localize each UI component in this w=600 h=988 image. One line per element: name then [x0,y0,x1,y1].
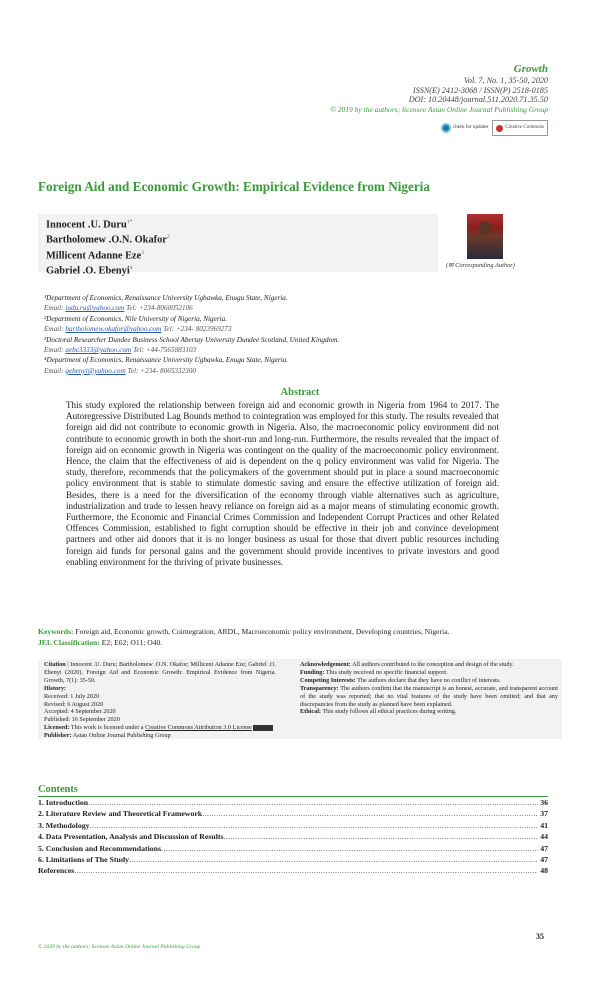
publisher-text: Asian Online Journal Publishing Group [71,732,171,740]
competing-text: The authors declare that they have no conflict of interests. [355,676,501,684]
crossmark-icon [441,123,451,133]
tel: Tel: +234- 8065332300 [125,366,196,375]
toc-title: 1. Introduction [38,798,89,807]
author-name: Gabriel .O. Ebenyi [46,265,130,277]
email-label: Email: [44,325,66,334]
check-for-updates-label: check for updates [452,125,489,131]
toc-leader [224,831,539,842]
contact-1 [44,303,339,313]
licensed-text: This work is licensed under a [69,724,146,732]
toc-item[interactable] [38,808,548,819]
toc-title: 4. Data Presentation, Analysis and Discussion of Results [38,832,224,842]
toc-leader [202,808,538,819]
toc-page: 41 [540,820,548,830]
author-photo [467,214,503,259]
doi-info[interactable]: DOI: 10.20448/journal.511.2020.71.35.50 [408,95,548,105]
keywords-line [38,627,558,638]
abstract-text: This study explored the relationship between foreign aid and economic growth in Nigeria from 1964 to 2017. The Autoregressive Distributed Lag Bounds method to cointegration was employed for this study. The results revealed that foreign aid did not contribute to economic growth in Nigeria. Also, the macroeconomic policy environment did not contribute to economic growth in both the short-run and long-run. Furthermore, the results revealed that the impact of foreign aid on economic growth in Nigeria was contingent on the quality of the macroeconomic policy environment. Hence, the claim that the effectiveness of aid is dependent on the q policy environment was valid for Nigeria. The study, therefore, recommends that the policymakers of the government should put in place a sound macroeconomic policy environment that is stable to stimulate domestic saving and ensure the effective utilization of foreign aid. Besides, there is a need for the diversification of the economy through viable alternatives such as agriculture, industrialization and trade to lessen heavy reliance on foreign aid as a major means of stimulating economic growth. Furthermore, the Economic and Financial Crimes Commission and Independent Corrupt Practices and other Related Offences Commission, established to fight corruption should be effective in their job and convince development partners and other aid donors that it is no longer business as usual for those that divert public resources including foreign aid funds for personal gains and the government should provide incentives to private investors and good enabling environment for the thriving of private businesses. [66,400,499,567]
table-of-contents [38,797,548,877]
ethical-text: This study follows all ethical practices during writing. [320,708,457,716]
transparency-text: The authors confirm that the manuscript is an honest, accurate, and transparent account of the study was reported; that no vital features of the study have been omitted; and that any discrepancies from the study as planned have been explained. [300,684,558,708]
toc-leader [161,843,538,854]
creative-commons-badge[interactable] [492,120,548,136]
revised-date: Revised: 6 August 2020 [44,700,104,708]
tel: Tel: +44-7565883103 [131,346,197,355]
email-link[interactable]: iudu.ru@yahoo.com [65,304,125,313]
citation-text: | Innocent .U. Duru; Bartholomew .O.N. Okafor; Millicent Adanne Eze; Gabriel .O. Ebenyi (2020). Foreign Aid and Economic Growth: Empirical Evidence from Nigeria. Growth, 7(1): 35-50. [44,661,276,684]
affiliation-2: ²Department of Economics, Nile University of Nigeria, Nigeria. [44,314,228,323]
journal-header [330,62,548,136]
tel: Tel: +234- 8023969273 [161,325,232,334]
contact-4 [44,366,339,376]
funding-label: Funding: [300,668,325,676]
contact-2 [44,324,339,334]
competing-label: Competing Interests: [300,676,356,684]
author-name: Bartholomew .O.N. Okafor [46,234,167,246]
publisher [44,732,276,740]
email-link[interactable]: aebe3333@yahoo.com [65,346,132,355]
toc-item[interactable] [38,865,548,876]
affiliation-3: ³Doctoral Researcher Dundee Business School Abertay University Dundee Scotland, United Kingdom. [44,335,340,344]
article-title: Foreign Aid and Economic Growth: Empirical Evidence from Nigeria [38,179,430,194]
ethical-label: Ethical: [300,708,321,716]
info-right-column [300,661,558,716]
keywords-block [38,627,558,648]
corresponding-author-note: (✉ Corresponding Author) [446,262,515,269]
affiliations [44,293,339,376]
funding-text: This study received no specific financial support. [324,668,448,676]
badge-row [330,120,548,136]
journal-name: Growth [513,63,548,75]
transparency [300,685,558,709]
toc-item[interactable] [38,820,548,831]
cc-badge-label: Creative Commons [505,125,544,131]
affiliation-4: ⁴Department of Economics, Renaissance University Ugbawka, Enugu State, Nigeria. [44,356,289,365]
author-4 [46,262,430,277]
ack-text: All authors contributed to the conception and design of the study. [350,661,514,668]
licensed-label: Licensed: [44,724,70,732]
author-sup: 1* [126,219,133,225]
jel-label: JEL Classification: [38,637,100,647]
jel-text: E2; E62; O11; O40. [101,637,163,647]
received-date: Received: 1 July 2020 [44,692,100,700]
competing-interests [300,677,558,685]
check-for-updates-badge[interactable] [441,120,488,136]
toc-page: 37 [540,809,548,819]
email-label: Email: [44,304,66,313]
author-sup: 3 [141,249,144,256]
author-sup: 2 [166,234,170,241]
footer-copyright: © 2020 by the authors; licensee Asian Online Journal Publishing Group [38,944,201,950]
published-date: Published: 16 September 2020 [44,716,120,724]
toc-item[interactable] [38,797,548,808]
abstract-heading: Abstract [280,387,320,398]
email-link[interactable]: gebenyi@yahoo.com [65,366,126,375]
toc-leader [129,854,538,865]
acknowledgement [300,661,558,669]
toc-item[interactable] [38,843,548,854]
author-box [38,214,438,277]
keywords-text: Foreign aid, Economic growth, Cointegration, ARDL, Macroeconomic policy environment, Developing countries, Nigeria. [75,627,450,636]
author-1 [46,216,430,231]
author-2 [46,231,430,246]
cc-icon [496,125,503,132]
contact-3 [44,345,339,355]
cc-by-icon [253,725,273,731]
toc-item[interactable] [38,854,548,865]
author-sup: 4 [129,265,133,272]
license-link[interactable]: Creative Commons Attribution 3.0 License [145,724,252,732]
toc-item[interactable] [38,831,548,842]
email-label: Email: [44,366,66,375]
info-left-column [44,661,276,740]
toc-page: 47 [540,843,548,853]
keywords-label: Keywords: [38,627,74,636]
funding [300,669,558,677]
toc-title: References [38,866,75,876]
email-label: Email: [44,346,66,355]
header-copyright: © 2019 by the authors; licensee Asian Online Journal Publishing Group [330,104,548,114]
license [44,724,276,732]
toc-title: 2. Literature Review and Theoretical Framework [38,809,203,819]
toc-page: 44 [540,832,548,842]
author-name: Innocent .U. Duru [46,219,127,231]
email-link[interactable]: bartholomew.okafor@yahoo.com [65,325,162,334]
volume-info: Vol. 7, No. 1, 35-50, 2020 [463,76,548,85]
citation-label: Citation [44,661,66,668]
jel-line [38,638,558,649]
toc-page: 36 [540,798,548,807]
affiliation-1: ¹Department of Economics, Renaissance University Ugbawka, Enugu State, Nigeria. [44,294,288,302]
toc-leader [74,865,538,876]
ack-label: Acknowledgement: [300,661,351,668]
accepted-date: Accepted: 4 September 2020 [44,708,116,716]
page-number: 35 [536,932,544,941]
history-label: History: [44,684,66,692]
author-3 [46,247,430,262]
author-name: Millicent Adanne Eze [46,250,142,262]
ethical [300,708,558,716]
publisher-label: Publisher: [44,732,72,740]
article-info-box [38,659,562,739]
contents-heading: Contents [38,784,78,795]
toc-title: 6. Limitations of The Study [38,855,130,865]
toc-title: 3. Methodology [38,820,90,830]
issn-info: ISSN(E) 2412-3068 / ISSN(P) 2518-0185 [412,85,548,95]
citation [44,661,276,685]
toc-title: 5. Conclusion and Recommendations [38,843,162,853]
toc-leader [88,797,538,808]
toc-leader [90,820,539,831]
toc-page: 48 [540,866,548,876]
toc-page: 47 [540,855,548,865]
tel: Tel: +234-8060052106 [124,304,193,313]
transparency-label: Transparency: [300,684,339,692]
